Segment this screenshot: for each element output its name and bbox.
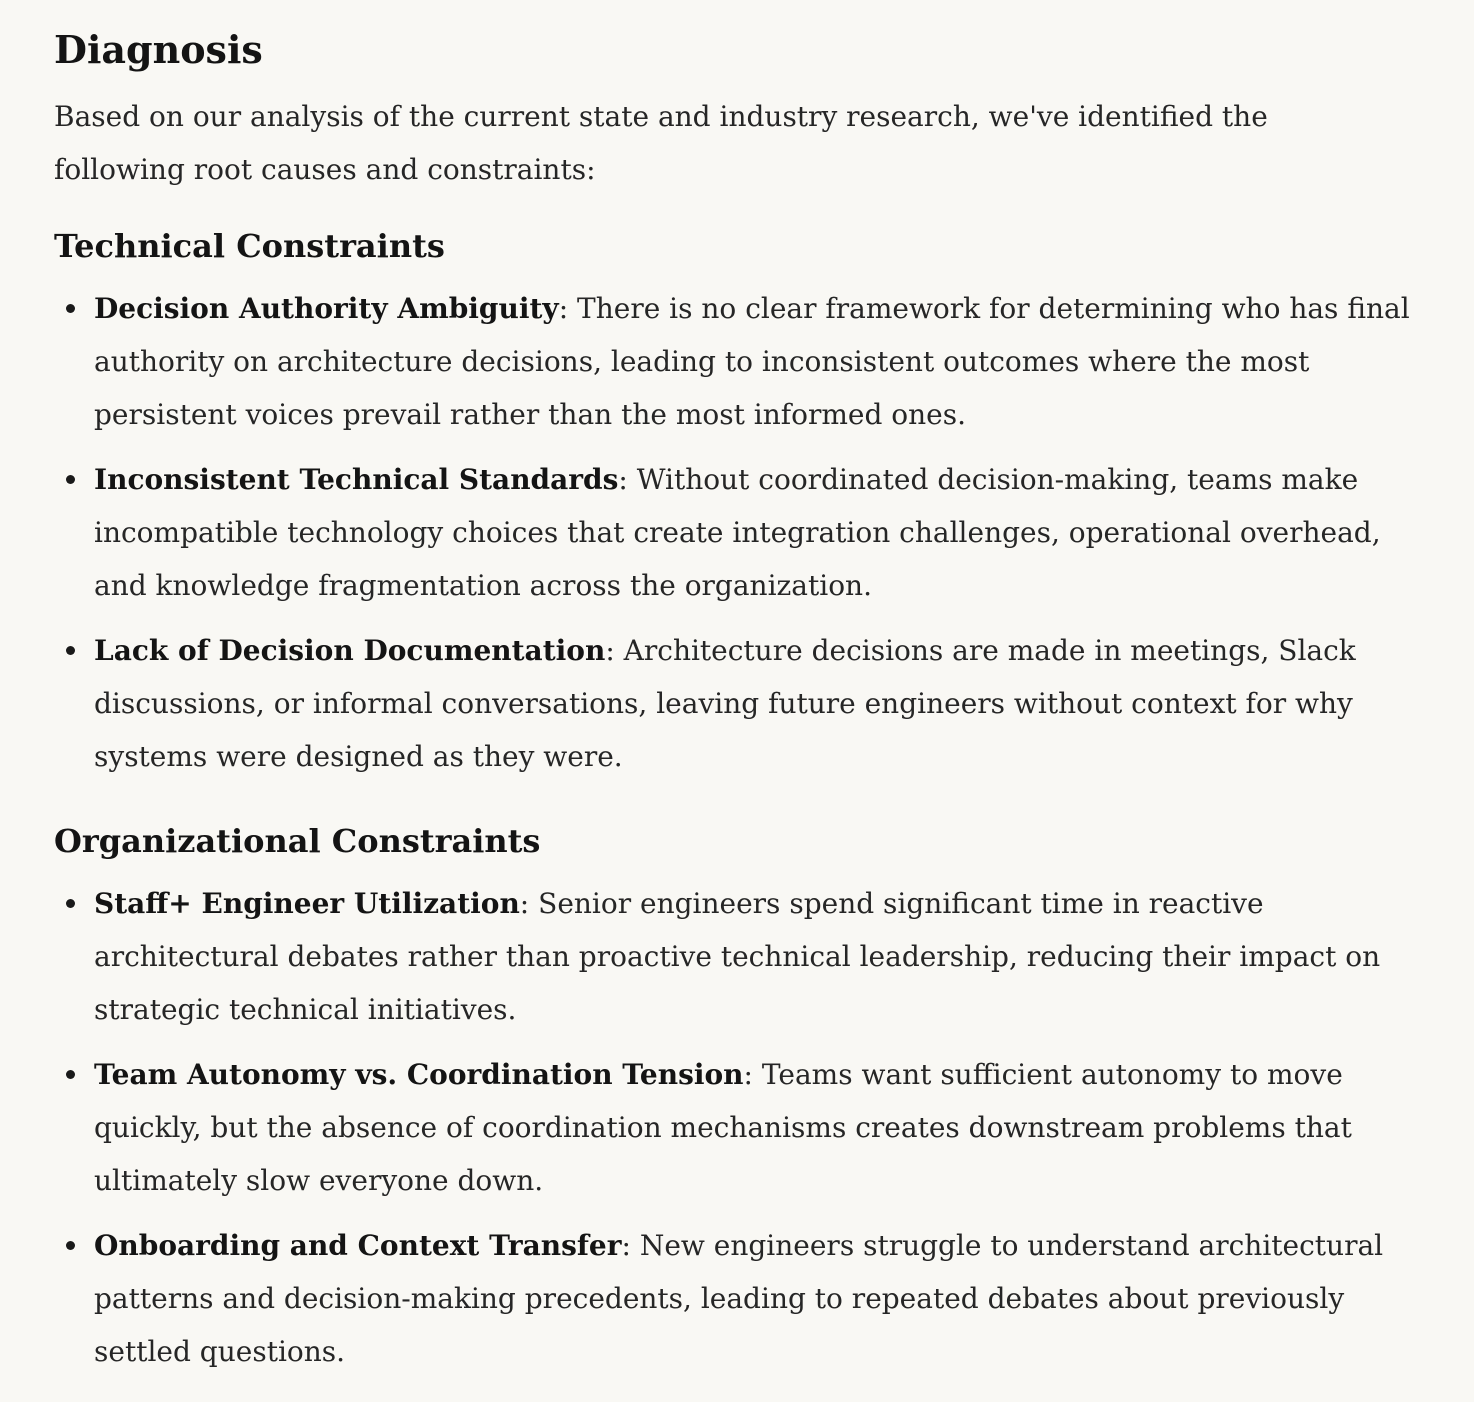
list-item — [94, 877, 1424, 1036]
item-term: Staff+ Engineer Utilization — [94, 887, 520, 920]
organizational-constraints-list — [54, 877, 1420, 1378]
list-item — [94, 282, 1424, 441]
list-item — [94, 624, 1424, 783]
item-description: There is no clear framework for determining who has final authority on architecture decisions, leading to inconsistent outcomes where the most persistent voices prevail rather than the most informed ones. — [94, 292, 1410, 431]
item-term: Lack of Decision Documentation — [94, 634, 606, 667]
intro-paragraph: Based on our analysis of the current state and industry research, we've identified the following root causes and constraints: — [54, 100, 1268, 186]
item-term: Onboarding and Context Transfer — [94, 1229, 622, 1262]
item-description: New engineers struggle to understand architectural patterns and decision-making precedents, leading to repeated debates about previously settled questions. — [94, 1229, 1384, 1368]
item-term: Team Autonomy vs. Coordination Tension — [94, 1058, 744, 1091]
list-item — [94, 453, 1424, 612]
item-term: Decision Authority Ambiguity — [94, 292, 559, 325]
technical-constraints-list — [54, 282, 1420, 783]
list-item — [94, 1048, 1424, 1207]
item-separator: : — [558, 292, 569, 325]
item-separator: : — [605, 634, 615, 667]
item-description: Senior engineers spend significant time in reactive architectural debates rather than proactive technical leadership, reducing their impact on strategic technical initiatives. — [94, 887, 1381, 1026]
item-separator: : — [621, 1229, 631, 1262]
item-description: Architecture decisions are made in meetings, Slack discussions, or informal conversations, leaving future engineers without context for why systems were designed as they were. — [94, 634, 1356, 773]
item-separator: : — [743, 1058, 753, 1091]
item-term: Inconsistent Technical Standards — [94, 463, 619, 496]
section-heading-organizational-constraints: Organizational Constraints — [54, 822, 541, 860]
section-heading-technical-constraints: Technical Constraints — [54, 227, 445, 265]
item-description: Without coordinated decision-making, teams make incompatible technology choices that create integration challenges, operational overhead, and knowledge fragmentation across the organization. — [94, 463, 1381, 602]
item-description: Teams want sufficient autonomy to move quickly, but the absence of coordination mechanisms creates downstream problems that ultimately slow everyone down. — [94, 1058, 1352, 1197]
page-title: Diagnosis — [54, 27, 263, 72]
list-item — [94, 1219, 1424, 1378]
item-separator: : — [519, 887, 530, 920]
item-separator: : — [618, 463, 628, 496]
